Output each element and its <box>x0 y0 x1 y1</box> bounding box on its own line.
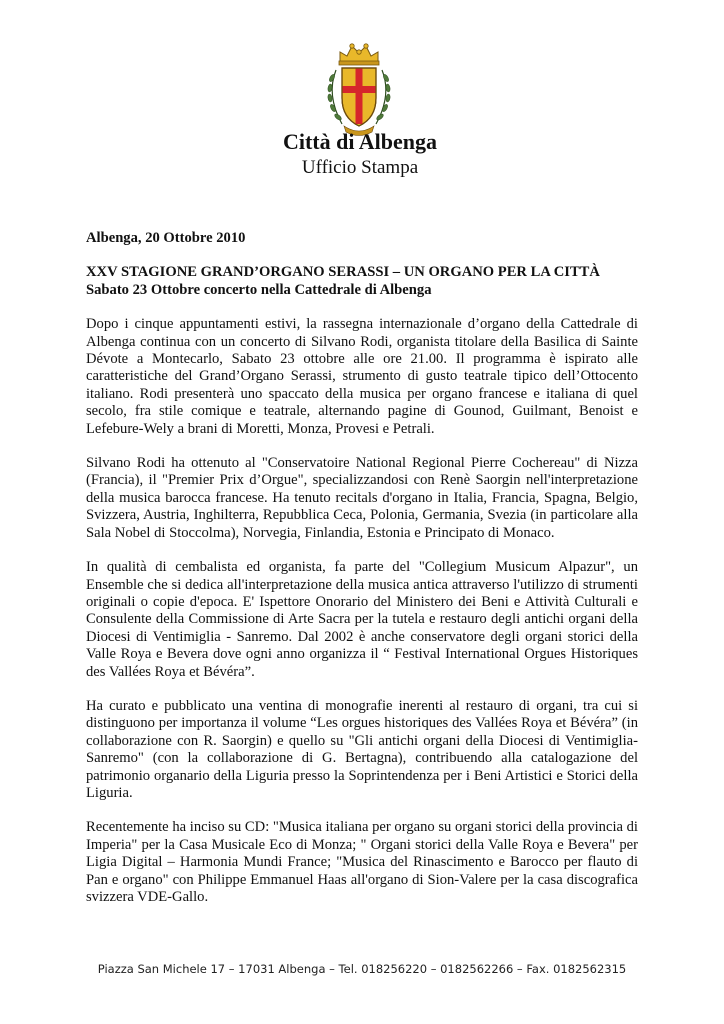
office-subtitle: Ufficio Stampa <box>301 157 419 178</box>
paragraph: Silvano Rodi ha ottenuto al "Conservatoire National Regional Pierre Cochereau" di Nizza (Francia), il "Premier Prix d’Orgue", specializzandosi con Renè Saorgin nell'interpretazione della musica barocca francese. Ha tenuto recitals d'organo in Italia, Francia, Spagna, Belgio, Svizzera, Austria, Inghilterra, Repubblica Ceca, Polonia, Germania, Svezia (in particolare alla Sala Nobel di Stoccolma), Norvegia, Finlandia, Estonia e Principato di Monaco. <box>86 455 638 541</box>
paragraph: Dopo i cinque appuntamenti estivi, la rassegna internazionale d’organo della Cattedrale di Albenga continua con un concerto di Silvano Rodi, organista titolare della Basilica di Sainte Dévote a Montecarlo, Sabato 23 ottobre alle ore 21.00. Il programma è ispirato alle caratteristiche del Grand’Organo Serassi, strumento di gusto teatrale tipico dell’Ottocento italiano. Rodi presenterà uno spaccato della musica per organo francese e italiana di quel secolo, fra stile comique e teatrale, alternando pagine di Gounod, Guilmant, Benoist e Lefebure-Wely a brani di Moretti, Monza, Provesi e Petrali. <box>86 316 638 437</box>
release-headline: XXV STAGIONE GRAND’ORGANO SERASSI – UN ORGANO PER LA CITTÀ <box>86 264 600 281</box>
paragraph: In qualità di cembalista ed organista, fa parte del "Collegium Musicum Alpazur", un Ensemble che si dedica all'interpretazione della musica antica attraverso l'utilizzo di strumenti originali o copie d'epoca. E' Ispettore Onorario del Ministero dei Beni e Attività Culturali e Consulente della Commissione di Arte Sacra per la tutela e restauro degli antichi organi della Diocesi di Ventimiglia - Sanremo. Dal 2002 è anche conservatore degli organi storici della Valle Roya e Bevera dove ogni anno organizza il “ Festival International Orgues Historiques des Vallées Roya et Bévéra”. <box>86 559 638 680</box>
crown-icon <box>339 44 379 65</box>
release-subheadline: Sabato 23 Ottobre concerto nella Cattedrale di Albenga <box>86 281 432 298</box>
albenga-coat-of-arms-icon <box>322 40 396 140</box>
press-release-body <box>86 230 638 923</box>
paragraph: Recentemente ha inciso su CD: "Musica italiana per organo su organi storici della provincia di Imperia" per la Casa Musicale Eco di Monza; " Organi storici della Valle Roya e Bevera" per Ligia Digital – Harmonia Mundi France; "Musica del Rinascimento e Barocco per flauto di Pan e organo" con Philippe Emmanuel Haas all'organo di Sion-Valere per la casa discografica svizzera VDE-Gallo. <box>86 819 638 905</box>
shield-icon <box>342 68 376 126</box>
paragraph: Ha curato e pubblicato una ventina di monografie inerenti al restauro di organi, tra cui si distinguono per importanza il volume “Les orgues historiques des Vallées Roya et Bévéra” (in collaborazione con R. Saorgin) e quello su "Gli antichi organi della Diocesi di Ventimiglia-Sanremo" (con la collaborazione di G. Bertagna), contribuendo alla catalogazione del patrimonio organario della Liguria presso la Soprintendenza per i Beni Artistici e Storici della Liguria. <box>86 697 638 801</box>
footer-address: Piazza San Michele 17 – 17031 Albenga – Tel. 018256220 – 0182562266 – Fax. 0182562315 <box>97 962 627 976</box>
release-date: Albenga, 20 Ottobre 2010 <box>86 230 246 246</box>
city-title: Città di Albenga <box>282 129 438 154</box>
